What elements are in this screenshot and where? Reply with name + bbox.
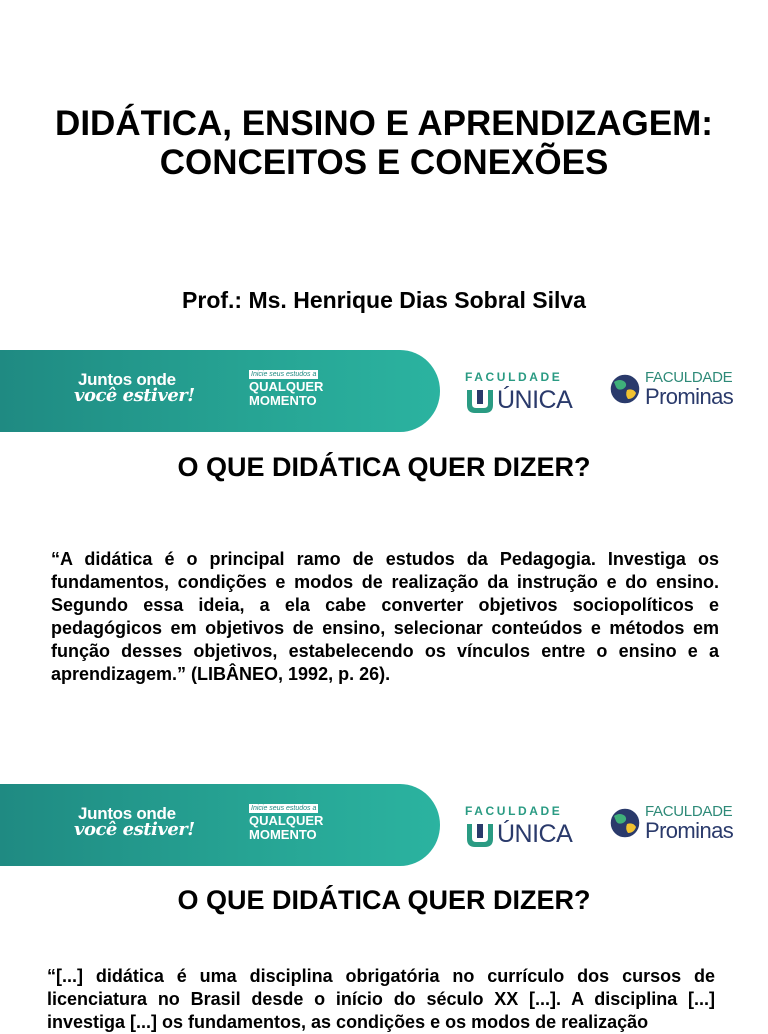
promo-block	[249, 804, 329, 841]
unica-mark-icon	[465, 388, 495, 414]
banner-teal-panel	[0, 784, 440, 866]
slide-3-quote: “[...] didática é uma disciplina obrigatória no currículo dos cursos de licenciatura no Brasil desde o início do século XX [...]. A disciplina [...] investiga [...] os fundamentos, as condições e os modos de realização	[47, 966, 715, 1032]
prominas-name: Prominas	[645, 818, 734, 843]
author-name: Prof.: Ms. Henrique Dias Sobral Silva	[182, 287, 586, 313]
globe-icon	[608, 372, 642, 406]
globe-icon	[608, 806, 642, 840]
unica-faculdade-label: FACULDADE	[465, 804, 563, 818]
tagline-line-1: Juntos onde	[78, 804, 176, 823]
promo-line-1: QUALQUER	[249, 379, 324, 394]
promo-small-text: Inicie seus estudos a	[251, 371, 317, 378]
prominas-faculdade-label: FACULDADE	[645, 803, 733, 820]
brand-banner	[0, 784, 768, 866]
tagline-line-2: você estiver!	[74, 385, 195, 406]
slide-2-quote: “A didática é o principal ramo de estudos da Pedagogia. Investiga os fundamentos, condições e modos de realização da instrução e do ensino. Segundo essa ideia, a ela cabe converter objetivos sociopolíticos e pedagógicos em objetivos de ensino, selecionar conteúdos e métodos em função desses objetivos, estabelecendo os vínculos entre o ensino e a aprendizagem.” (LIBÂNEO, 1992, p. 26).	[51, 549, 719, 684]
banner-teal-panel	[0, 350, 440, 432]
slide-3-heading: O QUE DIDÁTICA QUER DIZER?	[177, 885, 591, 915]
unica-name: ÚNICA	[497, 386, 573, 414]
brand-banner	[0, 350, 768, 432]
title-line-2: CONCEITOS E CONEXÕES	[159, 143, 609, 182]
promo-line-2: MOMENTO	[249, 827, 317, 842]
prominas-faculdade-label: FACULDADE	[645, 369, 733, 386]
tagline-line-1: Juntos onde	[78, 370, 176, 389]
unica-name: ÚNICA	[497, 820, 573, 848]
slide-title	[0, 104, 768, 182]
promo-line-2: MOMENTO	[249, 393, 317, 408]
promo-block	[249, 370, 329, 407]
promo-line-1: QUALQUER	[249, 813, 324, 828]
unica-mark-icon	[465, 822, 495, 848]
prominas-name: Prominas	[645, 384, 734, 409]
slide-2-heading: O QUE DIDÁTICA QUER DIZER?	[177, 452, 591, 482]
promo-small-text: Inicie seus estudos a	[251, 805, 317, 812]
unica-faculdade-label: FACULDADE	[465, 370, 563, 384]
tagline-line-2: você estiver!	[74, 819, 195, 840]
title-line-1: DIDÁTICA, ENSINO E APRENDIZAGEM:	[55, 104, 713, 143]
